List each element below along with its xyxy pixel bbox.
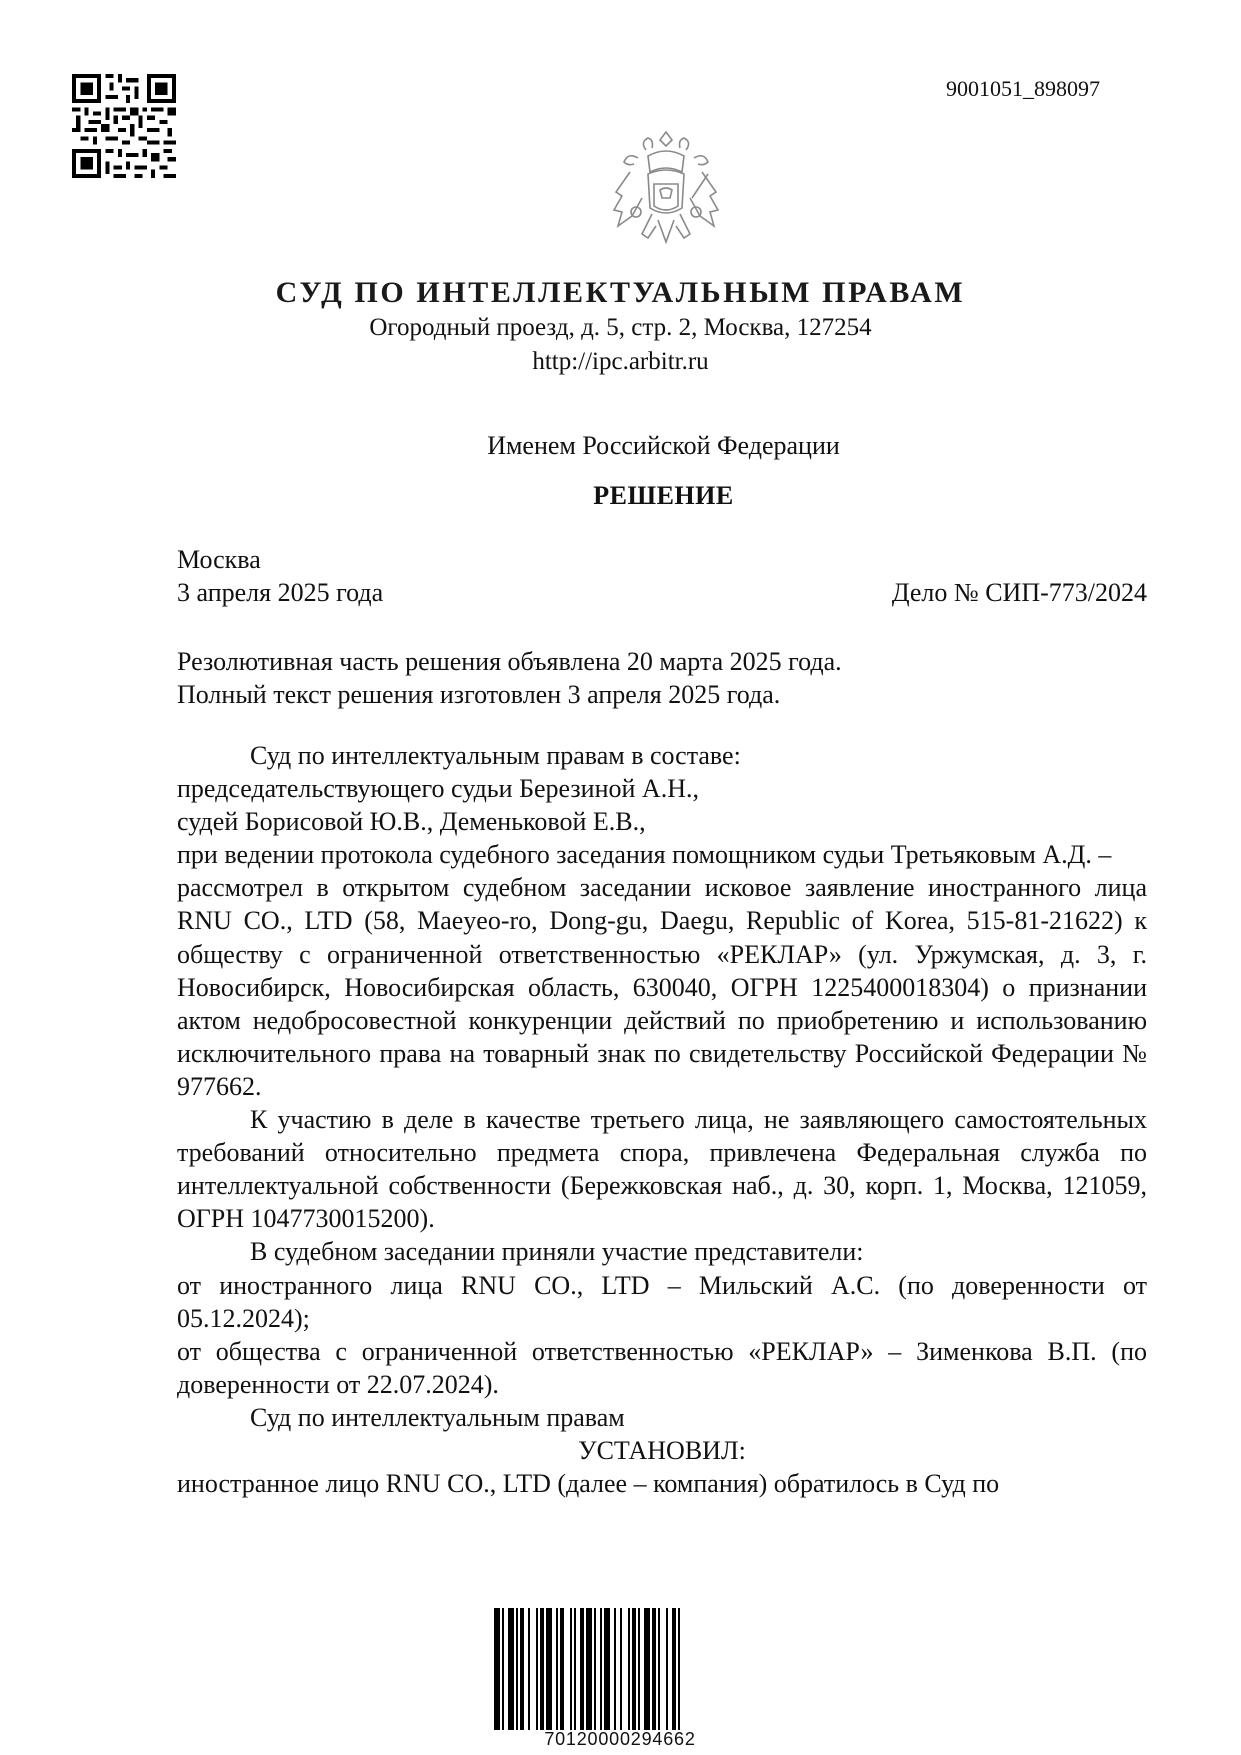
paragraph: рассмотрел в открытом судебном заседании исковое заявление иностранного лица RNU CO., LTD (58, Maeyeo-ro, Dong-gu, Daegu, Republic of Korea, 515-81-21622) к обществу с ограниченной ответственностью «РЕКЛАР» (ул. Уржумская, д. 3, г. Новосибирск, Новосибирская область, 630040, ОГРН 1225400018304) о признании актом недобросовестной конкуренции действий по приобретению и использованию исключительного права на товарный знак по свидетельству Российской Федерации № 977662. bbox=[177, 873, 1147, 1101]
barcode-number: 70120000294662 bbox=[544, 1729, 696, 1749]
court-name: СУД ПО ИНТЕЛЛЕКТУАЛЬНЫМ ПРАВАМ bbox=[275, 276, 966, 309]
paragraph: от общества с ограниченной ответственностью «РЕКЛАР» – Зименкова В.П. (по доверенности от 22.07.2024). bbox=[177, 1336, 1147, 1399]
document-id: 9001051_898097 bbox=[946, 76, 1100, 101]
paragraph: при ведении протокола судебного заседания помощником судьи Третьяковым А.Д. – bbox=[177, 840, 1112, 870]
full-text-note: Полный текст решения изготовлен 3 апреля 2025 года. bbox=[177, 680, 781, 710]
paragraph: от иностранного лица RNU CO., LTD – Мильский А.С. (по доверенности от 05.12.2024); bbox=[177, 1270, 1147, 1333]
operative-part-note: Резолютивная часть решения объявлена 20 марта 2025 года. bbox=[177, 647, 842, 676]
decision-place: Москва bbox=[177, 545, 261, 574]
paragraph: Суд по интеллектуальным правам в составе: bbox=[250, 741, 741, 770]
court-website[interactable]: http://ipc.arbitr.ru bbox=[532, 348, 709, 375]
decision-title: РЕШЕНИЕ bbox=[593, 481, 734, 510]
russian-coat-of-arms-icon bbox=[608, 128, 724, 252]
paragraph: председательствующего судьи Березиной А.Н., bbox=[177, 774, 699, 804]
established-heading: УСТАНОВИЛ: bbox=[578, 1435, 746, 1465]
in-name-of-federation: Именем Российской Федерации bbox=[487, 431, 840, 460]
paragraph: судей Борисовой Ю.В., Деменьковой Е.В., bbox=[177, 807, 646, 837]
intro-block bbox=[177, 645, 1147, 711]
paragraph: иностранное лицо RNU CO., LTD (далее – компания) обратилось в Суд по bbox=[177, 1469, 1000, 1499]
court-address: Огородный проезд, д. 5, стр. 2, Москва, 127254 bbox=[369, 314, 872, 341]
paragraph: Суд по интеллектуальным правам bbox=[250, 1402, 625, 1432]
qr-code-icon bbox=[72, 72, 176, 180]
decision-body bbox=[177, 739, 1147, 1500]
case-number: Дело № СИП-773/2024 bbox=[891, 578, 1147, 607]
paragraph: В судебном заседании приняли участие представители: bbox=[250, 1237, 864, 1267]
decision-date: 3 апреля 2025 года bbox=[177, 578, 384, 607]
paragraph: К участию в деле в качестве третьего лица, не заявляющего самостоятельных требований относительно предмета спора, привлечена Федеральная служба по интеллектуальной собственности (Бережковская наб., д. 30, корп. 1, Москва, 121059, ОГРН 1047730015200). bbox=[177, 1105, 1147, 1234]
barcode-icon bbox=[490, 1608, 750, 1730]
